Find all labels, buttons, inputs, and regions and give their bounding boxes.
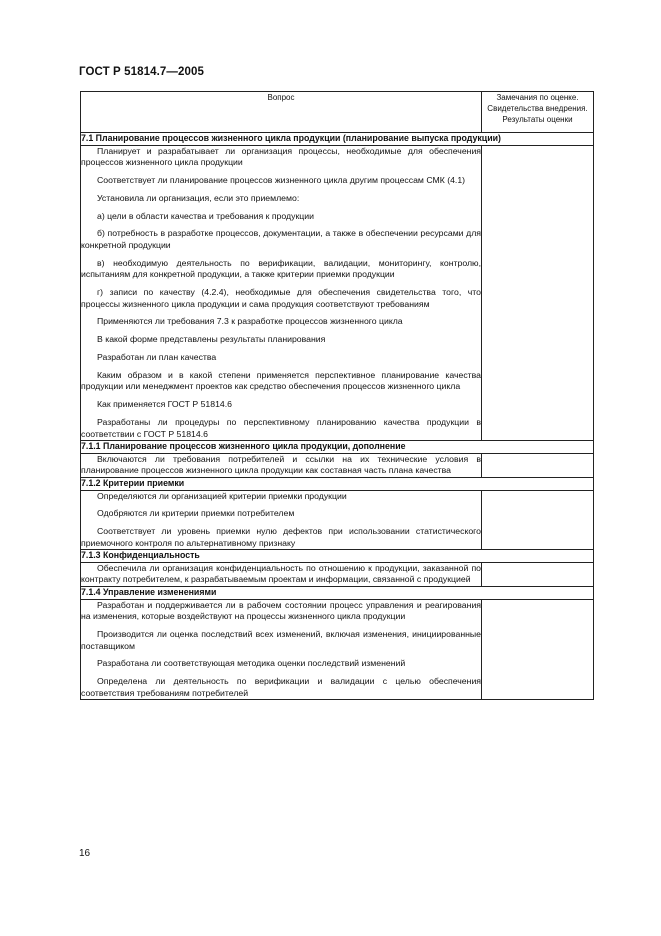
notes-cell (482, 562, 594, 586)
question-item: б) потребность в разработке процессов, документации, а также в обеспечении ресурсами для конкретной продукции (81, 228, 481, 250)
question-item: Соответствует ли планирование процессов жизненного цикла другим процессам СМК (4.1) (97, 174, 466, 185)
column-header-question: Вопрос (81, 92, 482, 133)
question-item: Каким образом и в какой степени применяется перспективное планирование качества продукции или менеджмент проектов как средство обеспечения процессов жизненного цикла (81, 369, 481, 392)
question-cell (81, 490, 482, 550)
question-item: Применяются ли требования 7.3 к разработке процессов жизненного цикла (97, 316, 403, 327)
question-item: Планирует и разрабатывает ли организация процессы, необходимые для обеспечения процессов жизненного цикла продукции (81, 145, 481, 168)
section-header-row (81, 477, 594, 490)
question-item: в) необходимую деятельность по верификации, валидации, мониторингу, контролю, испытаниям для конкретной продукции, а также критерии приемки продукции (81, 257, 481, 280)
section-body-row (81, 453, 594, 477)
question-cell (81, 453, 482, 477)
question-item: Разработан ли план качества (97, 352, 217, 362)
section-header-row (81, 550, 594, 563)
question-item: г) записи по качеству (4.2.4), необходимые для обеспечения свидетельства того, что процессы жизненного цикла продукции и сама продукция соответствуют требованиям (81, 287, 481, 309)
table-header-row (81, 92, 594, 133)
section-header-row (81, 441, 594, 454)
notes-cell (482, 145, 594, 441)
question-item: Определяются ли организацией критерии приемки продукции (97, 490, 347, 501)
question-item: Определена ли деятельность по верификации и валидации с целью обеспечения соответствия требованиям потребителей (81, 676, 481, 698)
question-item: В какой форме представлены результаты планирования (97, 334, 326, 345)
page-number: 16 (79, 848, 91, 859)
question-item: Разработана ли соответствующая методика оценки последствий изменений (97, 658, 406, 669)
question-cell (81, 145, 482, 441)
question-item: Разработан и поддерживается ли в рабочем состоянии процесс управления и реагирования на изменения, которые воздействуют на процессы жизненного цикла продукции (81, 599, 481, 622)
question-item: Как применяется ГОСТ Р 51814.6 (97, 399, 232, 410)
notes-cell (482, 599, 594, 700)
question-item: Обеспечила ли организация конфиденциальность по отношению к продукции, заказанной по контракту потребителем, к разрабатываемым проектам и информации, связанной с продукцией (81, 562, 481, 585)
question-item: Соответствует ли уровень приемки нулю дефектов при использовании статистического приемочного контроля по альтернативному признаку (81, 526, 481, 548)
notes-cell (482, 453, 594, 477)
question-item: Одобряются ли критерии приемки потребителем (97, 508, 295, 519)
assessment-table (80, 91, 594, 700)
question-item: Включаются ли требования потребителей и ссылки на их технические условия в планирование процессов жизненного цикла продукции как составная часть плана качества (81, 453, 481, 476)
notes-cell (482, 490, 594, 550)
section-body-row (81, 490, 594, 550)
section-header-row (81, 133, 594, 146)
question-cell (81, 599, 482, 700)
section-title: 7.1.4 Управление изменениями (81, 587, 594, 600)
column-header-notes: Замечания по оценке. Свидетельства внедрения. Результаты оценки (482, 92, 594, 133)
question-item: а) цели в области качества и требования к продукции (97, 210, 314, 221)
question-cell (81, 562, 482, 586)
table-body (81, 133, 594, 700)
section-title: 7.1.3 Конфиденциальность (81, 550, 594, 563)
question-item: Производится ли оценка последствий всех изменений, включая изменения, инициированные поставщиком (81, 629, 481, 651)
section-header-row (81, 587, 594, 600)
section-body-row (81, 562, 594, 586)
section-body-row (81, 599, 594, 700)
section-body-row (81, 145, 594, 441)
document-title: ГОСТ Р 51814.7—2005 (79, 66, 204, 78)
question-item: Разработаны ли процедуры по перспективному планированию качества продукции в соответствии с ГОСТ Р 51814.6 (81, 416, 481, 439)
section-title: 7.1 Планирование процессов жизненного цикла продукции (планирование выпуска продукции) (81, 133, 594, 146)
section-title: 7.1.1 Планирование процессов жизненного цикла продукции, дополнение (81, 441, 594, 454)
question-item: Установила ли организация, если это приемлемо: (97, 192, 300, 203)
section-title: 7.1.2 Критерии приемки (81, 477, 594, 490)
